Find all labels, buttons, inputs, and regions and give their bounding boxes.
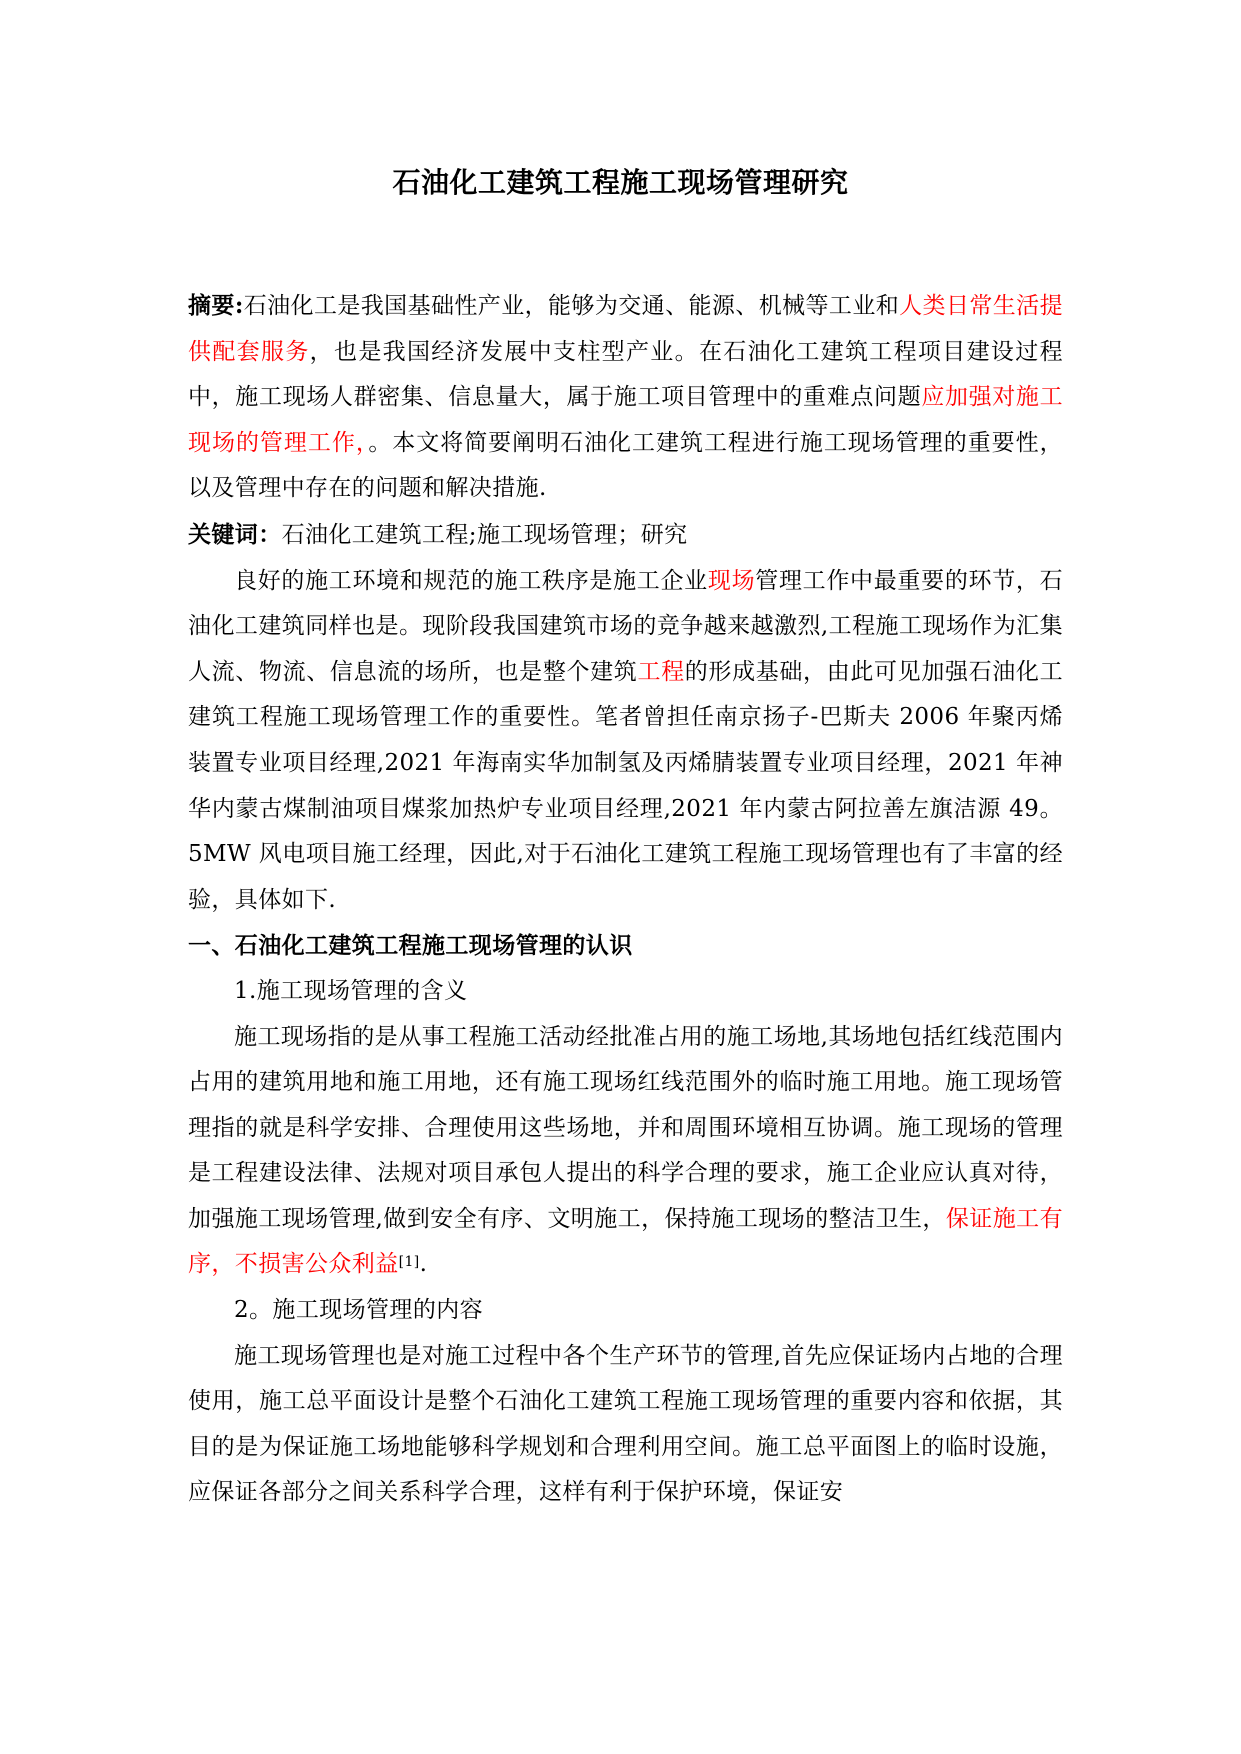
subsection-heading: 2。施工现场管理的内容	[234, 1297, 484, 1324]
abstract-highlight: 应加强对施工现场的管理工作，	[188, 384, 1063, 456]
abstract-highlight: 人类日常生活提供配套服务	[188, 293, 1063, 365]
abstract-label: 摘要:	[188, 292, 244, 319]
abstract-text: ，也是我国经济发展中支柱型产业。在石油化工建筑工程项目建设过程中，施工现场人群密集、信息量大，属于施工项目管理中的重难点问题	[188, 338, 1063, 411]
subsection-paragraph: 施工现场管理也是对施工过程中各个生产环节的管理,首先应保证场内占地的合理使用，施工总平面设计是整个石油化工建筑工程施工现场管理的重要内容和依据，其目的是为保证施工场地能够科学规划和合理利用空间。施工总平面图上的临时设施，应保证各部分之间关系科学合理，这样有利于保护环境，保证安	[188, 1342, 1063, 1506]
keywords-text: 石油化工建筑工程;施工现场管理；研究	[281, 521, 688, 548]
paragraph-text: 施工现场指的是从事工程施工活动经批准占用的施工场地,其场地包括红线范围内占用的建筑用地和施工用地，还有施工现场红线范围外的临时施工用地。施工现场管理指的就是科学安排、合理使用这些场地，并和周围环境相互协调。施工现场的管理是工程建设法律、法规对项目承包人提出的科学合理的要求，施工企业应认真对待，加强施工现场管理,做到安全有序、文明施工，保持施工现场的整洁卫生，	[188, 1023, 1063, 1232]
section-heading: 一、石油化工建筑工程施工现场管理的认识	[188, 932, 633, 960]
intro-text: 的形成基础，由此可见加强石油化工建筑工程施工现场管理工作的重要性。笔者曾担任南京扬子-巴斯夫 2006 年聚丙烯装置专业项目经理,2021 年海南实华加制氢及丙烯腈装置专业项目经理，2021 年神华内蒙古煤制油项目煤浆加热炉专业项目经理,2021 年内蒙古阿拉善左旗洁源 49。5MW 风电项目施工经理，因此,对于石油化工建筑工程施工现场管理也有了丰富的经验，具体如下.	[188, 658, 1063, 913]
abstract-paragraph	[188, 283, 1063, 512]
intro-highlight: 现场	[707, 567, 756, 594]
subsection-heading: 1.施工现场管理的含义	[234, 977, 468, 1004]
intro-text: 良好的施工环境和规范的施工秩序是施工企业	[234, 567, 708, 594]
reference-marker: [1]	[398, 1254, 420, 1271]
keywords-paragraph	[188, 512, 1063, 559]
paragraph-highlight: 保证施工有序，不损害公众利益	[188, 1205, 1064, 1278]
intro-paragraph	[188, 559, 1063, 924]
abstract-text: 。本文将简要阐明石油化工建筑工程进行施工现场管理的重要性，以及管理中存在的问题和解决措施.	[188, 429, 1064, 502]
intro-highlight: 工程	[637, 658, 685, 685]
keywords-label: 关键词	[188, 520, 259, 548]
document-title: 石油化工建筑工程施工现场管理研究	[392, 166, 849, 199]
abstract-text: 石油化工是我国基础性产业，能够为交通、能源、机械等工业和	[243, 293, 900, 319]
subsection-paragraph	[188, 1015, 1063, 1289]
intro-text: 管理工作中最重要的环节，石油化工建筑同样也是。现阶段我国建筑市场的竞争越来越激烈,工程施工现场作为汇集人流、物流、信息流的场所，也是整个建筑	[188, 567, 1063, 685]
paragraph-text: .	[419, 1251, 428, 1278]
document-body	[188, 283, 1063, 1516]
keywords-colon: ：	[258, 520, 282, 548]
